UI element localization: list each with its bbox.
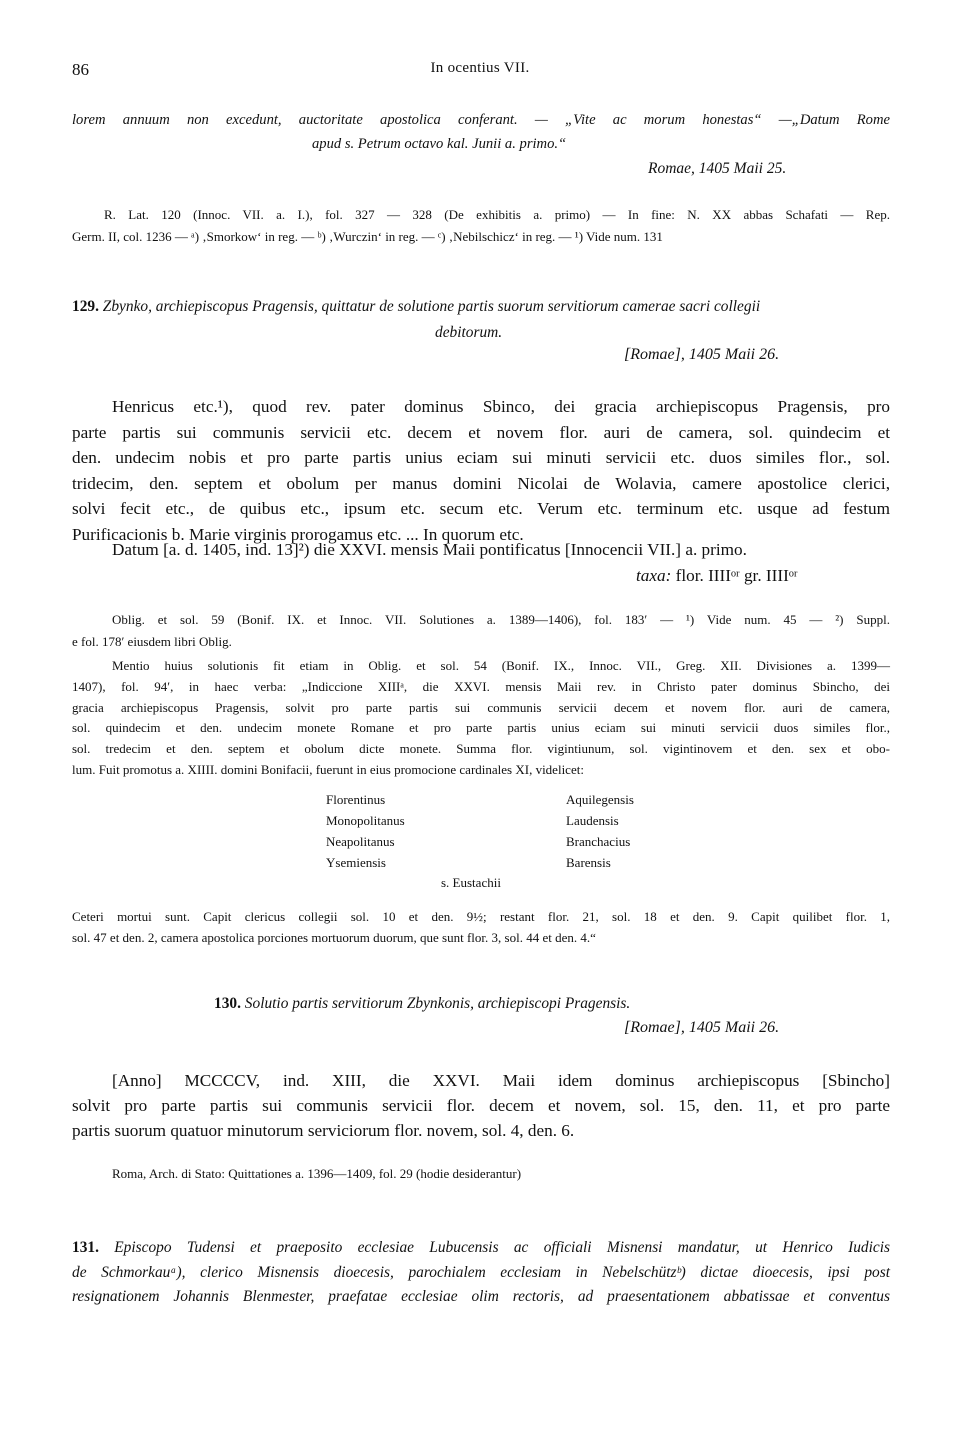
- title-line: [72, 1236, 890, 1261]
- taxa-label: taxa:: [636, 566, 672, 585]
- entry-131-title: [72, 1236, 890, 1310]
- page-number: 86: [72, 60, 89, 79]
- mentio-line: sol. tredecim et den. septem et obolum dicte monete. Summa flor. vigintiunum, sol. vigintinovem et den. sex et obo-: [72, 741, 890, 757]
- cardinals-left-column: [326, 789, 405, 873]
- cardinal-name: Branchacius: [566, 834, 631, 849]
- prev-place-date: Romae, 1405 Maii 25.: [648, 160, 787, 177]
- entry-129-note-1: Oblig. et sol. 59 (Bonif. IX. et Innoc. VII. Solutiones a. 1389—1406), fol. 183′ — ¹) Vide num. 45 — ²) Suppl.: [112, 612, 890, 627]
- mentio-line: 1407), fol. 94′, in haec verba: „Indiccione XIIIᵃ, die XXVI. mensis Maii rev. in Christo pater dominus Sbincho, dei: [72, 678, 890, 694]
- body-line: tridecim, den. septem et obolum per manus domini Nicolai de Wolavia, camere apostolice clerici,: [72, 473, 890, 493]
- mentio-line: lum. Fuit promotus a. XIIII. domini Bonifacii, fuerunt in eius promocione cardinales XI, videlicet:: [72, 761, 584, 777]
- mentio-line: sol. quindecim et den. undecim monete Romane et pro parte partis unius eciam sui minuti servicii duos similes flor.,: [72, 720, 890, 736]
- cardinal-name: Ysemiensis: [326, 855, 386, 870]
- closing-line: sol. 47 et den. 2, camera apostolica porciones mortuorum duorum, que sunt flor. 3, sol. 44 et den. 4.“: [72, 930, 596, 945]
- entry-129-closing: [72, 906, 890, 948]
- cardinal-name: Florentinus: [326, 792, 386, 807]
- entry-130-source: Roma, Arch. di Stato: Quittationes a. 1396—1409, fol. 29 (hodie desiderantur): [112, 1166, 522, 1181]
- cardinal-name: Aquilegensis: [566, 792, 634, 807]
- entry-129-title-text: Zbynko, archiepiscopus Pragensis, quittatur de solutione partis suorum servitiorum camerae sacri collegii: [102, 298, 761, 315]
- mentio-line: gracia archiepiscopus Pragensis, solvit pro parte partis sui communis servicii decem et novem flor. auri de camera,: [72, 699, 890, 715]
- body-line: solvit pro parte partis sui communis servicii flor. decem et novem, sol. 15, den. 11, et pro parte: [72, 1096, 890, 1115]
- title-line: de Schmorkauᵃ), clerico Misnensis dioecesis, parochialem ecclesiam in Nebelschützᵇ) dictae dioecesis, ipsi post: [72, 1263, 890, 1281]
- body-line: den. undecim nobis et pro parte partis unius eciam sui minuti servicii etc. duos similes flor., sol.: [72, 448, 890, 467]
- body-line: Purificacionis b. Marie virginis prorogamus etc. ... In quorum etc.: [72, 524, 524, 544]
- entry-131-number: 131.: [72, 1239, 99, 1256]
- prev-note-line-1: R. Lat. 120 (Innoc. VII. a. I.), fol. 327 — 328 (De exhibitis a. primo) — In fine: N. XX abbas Schafati — Rep.: [104, 207, 890, 222]
- entry-130-title-text: Solutio partis servitiorum Zbynkonis, archiepiscopi Pragensis.: [244, 995, 631, 1012]
- body-line: partis suorum quatuor minutorum serviciorum flor. novem, sol. 4, den. 6.: [72, 1121, 575, 1140]
- cardinal-name: Monopolitanus: [326, 813, 405, 828]
- entry-129-taxa: [636, 566, 798, 586]
- entry-130-body: [72, 1068, 890, 1143]
- entry-129-datum: Datum [a. d. 1405, ind. 13]²) die XXVI. mensis Maii pontificatus [Innocencii VII.] a. primo.: [112, 540, 747, 559]
- entry-129-body: [72, 394, 890, 547]
- prev-entry-line-2: apud s. Petrum octavo kal. Junii a. primo.“: [312, 136, 567, 152]
- entry-129-mentio: [72, 656, 890, 781]
- mentio-line: Mentio huius solutionis fit etiam in Oblig. et sol. 54 (Bonif. IX., Innoc. VII., Greg. XII. Divisiones a. 1399—: [112, 658, 890, 673]
- entry-129-note-2: e fol. 178′ eiusdem libri Oblig.: [72, 634, 232, 649]
- body-line: [Anno] MCCCCV, ind. XIII, die XXVI. Maii idem dominus archiepiscopus [Sbincho]: [112, 1071, 890, 1090]
- entry-130-number: 130.: [214, 995, 241, 1012]
- prev-entry-line-1: lorem annuum non excedunt, auctoritate apostolica conferant. — „Vite ac morum honestas“ —„Datum Rome: [72, 112, 890, 128]
- closing-line: Ceteri mortui sunt. Capit clericus collegii sol. 10 et den. 9½; restant flor. 21, sol. 18 et den. 9. Capit quilibet flor. 1,: [72, 909, 890, 924]
- cardinal-name: Neapolitanus: [326, 834, 395, 849]
- running-title: In ocentius VII.: [430, 60, 530, 76]
- cardinal-name: Laudensis: [566, 813, 619, 828]
- taxa-value: flor. IIIIᵒʳ gr. IIIIᵒʳ: [675, 566, 798, 585]
- entry-130-title: [214, 995, 630, 1013]
- cardinal-center: s. Eustachii: [441, 875, 501, 890]
- body-line: solvi fecit etc., de quibus etc., ipsum etc. secum etc. Verum etc. terminum etc. usque ad festum: [72, 499, 890, 518]
- entry-130-place-date: [Romae], 1405 Maii 26.: [624, 1019, 780, 1036]
- cardinals-right-column: [566, 789, 634, 873]
- cardinal-name: Barensis: [566, 855, 611, 870]
- entry-129-number: 129.: [72, 298, 99, 315]
- entry-129-title-line-2: debitorum.: [435, 324, 503, 341]
- prev-note-line-2: Germ. II, col. 1236 — ᵃ) ‚Smorkow‘ in reg. — ᵇ) ‚Wurczin‘ in reg. — ᶜ) ‚Nebilschicz‘ in reg. — ¹) Vide num. 131: [72, 229, 663, 244]
- title-line-text: Episcopo Tudensi et praeposito ecclesiae Lubucensis ac officiali Misnensi mandatur, ut Henrico Iudicis: [114, 1239, 890, 1256]
- body-line: parte partis sui communis servicii etc. decem et novem flor. auri de camera, sol. quindecim et: [72, 422, 890, 442]
- title-line: resignationem Johannis Blenmester, praefatae ecclesiae olim rectoris, ad praesentationem abbatissae et conventus: [72, 1288, 890, 1305]
- entry-129-place-date: [Romae], 1405 Maii 26.: [624, 346, 780, 363]
- entry-129-title-line-1: [72, 298, 894, 316]
- body-line: Henricus etc.¹), quod rev. pater dominus Sbinco, dei gracia archiepiscopus Pragensis, pro: [112, 397, 890, 416]
